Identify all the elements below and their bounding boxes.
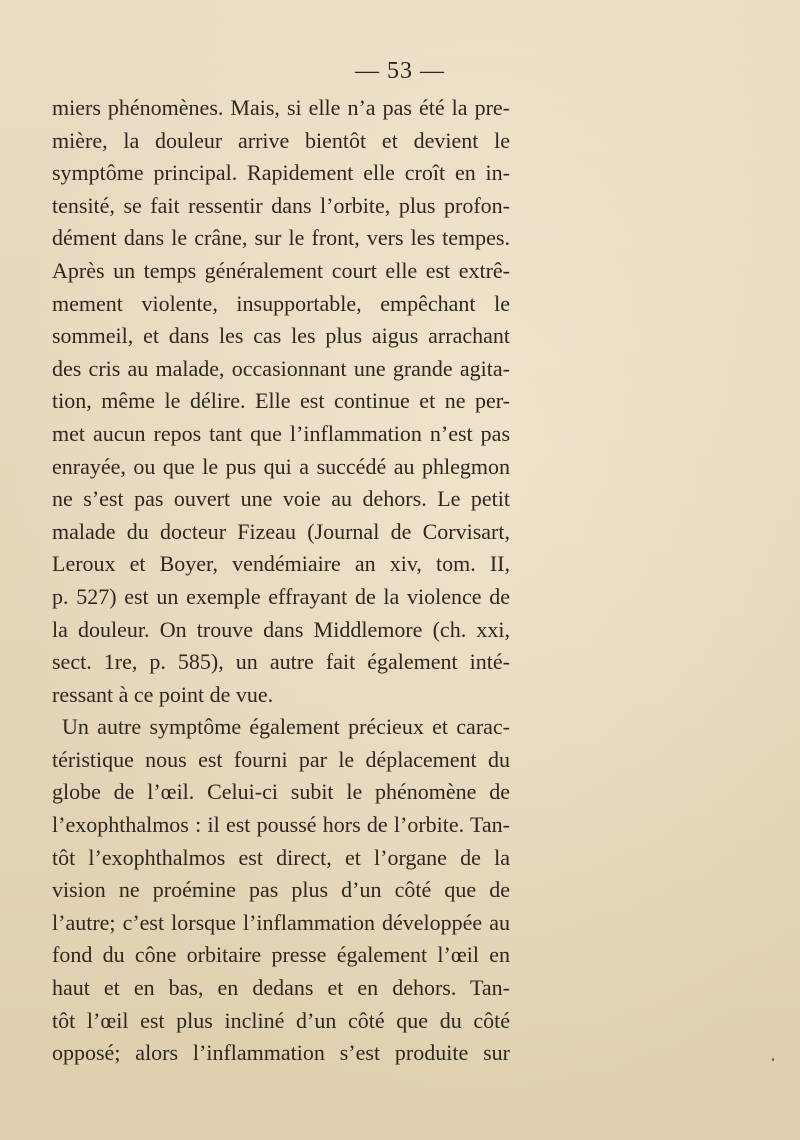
text-line: haut et en bas, en dedans et en dehors. Tan- bbox=[52, 975, 510, 1001]
text-line: ressant à ce point de vue. bbox=[52, 681, 274, 707]
text-line: mement violente, insupportable, empêchant le bbox=[52, 290, 510, 316]
page-body-text bbox=[52, 92, 510, 1070]
page-number: — 53 — bbox=[355, 58, 445, 84]
text-line: miers phénomènes. Mais, si elle n’a pas été la pre- bbox=[52, 95, 510, 120]
text-line: Leroux et Boyer, vendémiaire an xiv, tom. II, bbox=[52, 551, 510, 577]
text-line: l’autre; c’est lorsque l’inflammation développée au bbox=[52, 909, 510, 935]
text-line: l’exophthalmos : il est poussé hors de l’orbite. Tan- bbox=[52, 812, 510, 838]
paper-speck bbox=[772, 1058, 774, 1061]
text-line: globe de l’œil. Celui-ci subit le phénomène de bbox=[52, 779, 510, 805]
text-line: mière, la douleur arrive bientôt et devient le bbox=[52, 127, 510, 153]
text-line: tensité, se fait ressentir dans l’orbite, plus profon- bbox=[52, 192, 510, 218]
text-line: dément dans le crâne, sur le front, vers les tempes. bbox=[52, 225, 510, 251]
text-line: malade du docteur Fizeau (Journal de Corvisart, bbox=[52, 518, 510, 544]
text-line: la douleur. On trouve dans Middlemore (ch. xxi, bbox=[52, 616, 510, 642]
text-line: des cris au malade, occasionnant une grande agita- bbox=[52, 355, 510, 381]
text-line: tôt l’exophthalmos est direct, et l’organe de la bbox=[52, 844, 510, 870]
text-line: met aucun repos tant que l’inflammation n’est pas bbox=[52, 420, 510, 446]
text-line: vision ne proémine pas plus d’un côté que de bbox=[52, 877, 510, 903]
text-line: sommeil, et dans les cas les plus aigus arrachant bbox=[52, 323, 510, 349]
text-line: tôt l’œil est plus incliné d’un côté que du côté bbox=[52, 1007, 510, 1033]
text-line: Un autre symptôme également précieux et carac- bbox=[62, 714, 510, 740]
text-line: sect. 1re, p. 585), un autre fait également inté- bbox=[52, 649, 510, 675]
text-line: tion, même le délire. Elle est continue et ne per- bbox=[52, 388, 510, 414]
text-line: Après un temps généralement court elle est extrê- bbox=[52, 257, 510, 283]
text-line: opposé; alors l’inflammation s’est produite sur bbox=[52, 1040, 510, 1066]
text-line: symptôme principal. Rapidement elle croît en in- bbox=[52, 160, 510, 186]
text-line: p. 527) est un exemple effrayant de la violence de bbox=[52, 583, 510, 609]
text-line: ne s’est pas ouvert une voie au dehors. Le petit bbox=[52, 486, 510, 512]
text-line: fond du cône orbitaire presse également l’œil en bbox=[52, 942, 510, 968]
text-line: enrayée, ou que le pus qui a succédé au phlegmon bbox=[52, 453, 510, 479]
text-line: téristique nous est fourni par le déplacement du bbox=[52, 746, 510, 772]
